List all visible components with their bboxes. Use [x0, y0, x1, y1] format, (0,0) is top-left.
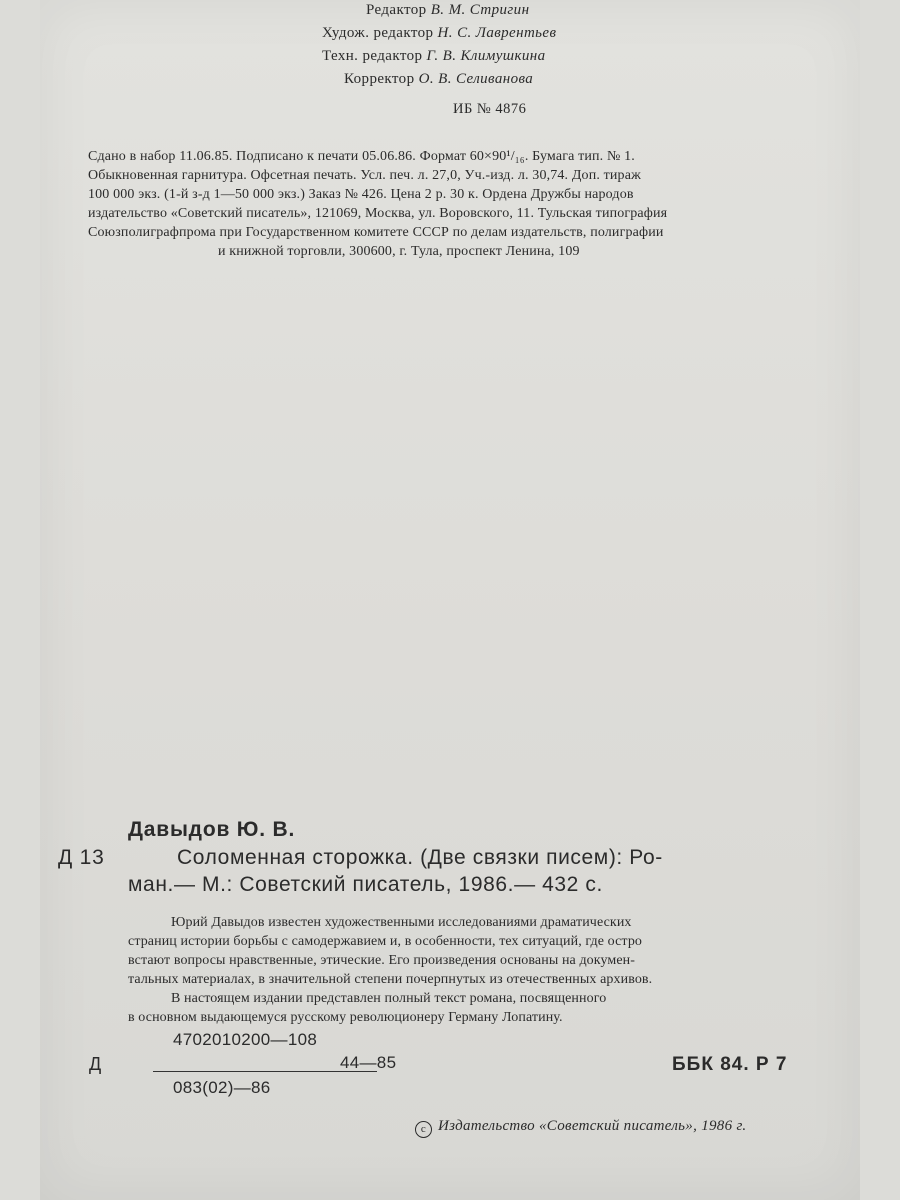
- book-page: [40, 0, 860, 1200]
- imprint-line: Обыкновенная гарнитура. Офсетная печать. Усл. печ. л. 27,0, Уч.-изд. л. 30,74. Доп. тираж: [88, 168, 641, 183]
- catalog-title-line: Соломенная сторожка. (Две связки писем): Ро-: [177, 846, 663, 869]
- catalog-code: Д 13: [58, 846, 105, 869]
- copyright-text: Издательство «Советский писатель», 1986 г.: [438, 1118, 747, 1134]
- annotation-line: В настоящем издании представлен полный текст романа, посвященного: [171, 991, 607, 1006]
- classification-denominator: 083(02)—86: [173, 1078, 271, 1097]
- copyright-icon: c: [415, 1121, 432, 1138]
- imprint-line: 100 000 экз. (1-й з-д 1—50 000 экз.) Заказ № 426. Цена 2 р. 30 к. Ордена Дружбы народов: [88, 187, 634, 202]
- credit-name: Г. В. Климушкина: [426, 48, 546, 64]
- imprint-line: Сдано в набор 11.06.85. Подписано к печати 05.06.86. Формат 60×90¹/₁₆. Бумага тип. № 1.: [88, 149, 635, 164]
- annotation-line: тальных материалах, в значительной степени почерпнутых из отечественных архивов.: [128, 972, 653, 987]
- imprint-line: Союзполиграфпрома при Государственном комитете СССР по делам издательств, полиграфии: [88, 225, 664, 240]
- imprint-line: и книжной торговли, 300600, г. Тула, проспект Ленина, 109: [218, 244, 580, 259]
- catalog-title-line: ман.— М.: Советский писатель, 1986.— 432 с.: [128, 873, 603, 896]
- annotation-line: Юрий Давыдов известен художественными исследованиями драматических: [171, 915, 632, 930]
- annotation-line: встают вопросы нравственные, этические. Его произведения основаны на докумен-: [128, 953, 636, 968]
- classification-letter: Д: [89, 1054, 102, 1074]
- ib-number: ИБ № 4876: [453, 101, 527, 117]
- classification-numerator: 4702010200—108: [173, 1030, 318, 1049]
- copyright-line: [415, 1118, 746, 1138]
- credit-editor: [366, 2, 529, 19]
- credit-name: В. М. Стригин: [430, 2, 530, 18]
- credit-name: Н. С. Лаврентьев: [437, 25, 557, 41]
- bbk-code: ББК 84. Р 7: [672, 1054, 788, 1075]
- imprint-line: издательство «Советский писатель», 121069, Москва, ул. Воровского, 11. Тульская типография: [88, 206, 668, 221]
- credit-tech-editor: [322, 48, 546, 65]
- credit-proofreader: [344, 71, 533, 88]
- classification-suffix: 44—85: [340, 1053, 397, 1072]
- annotation-line: в основном выдающемуся русскому революционеру Герману Лопатину.: [128, 1010, 563, 1025]
- catalog-author: Давыдов Ю. В.: [128, 818, 296, 841]
- annotation-line: страниц истории борьбы с самодержавием и, в особенности, тех ситуаций, где остро: [128, 934, 643, 949]
- credit-role: Редактор: [366, 2, 427, 18]
- credit-art-editor: [322, 25, 556, 42]
- credit-name: О. В. Селиванова: [418, 71, 534, 87]
- credit-role: Худож. редактор: [322, 25, 434, 41]
- credit-role: Техн. редактор: [322, 48, 423, 64]
- credit-role: Корректор: [344, 71, 415, 87]
